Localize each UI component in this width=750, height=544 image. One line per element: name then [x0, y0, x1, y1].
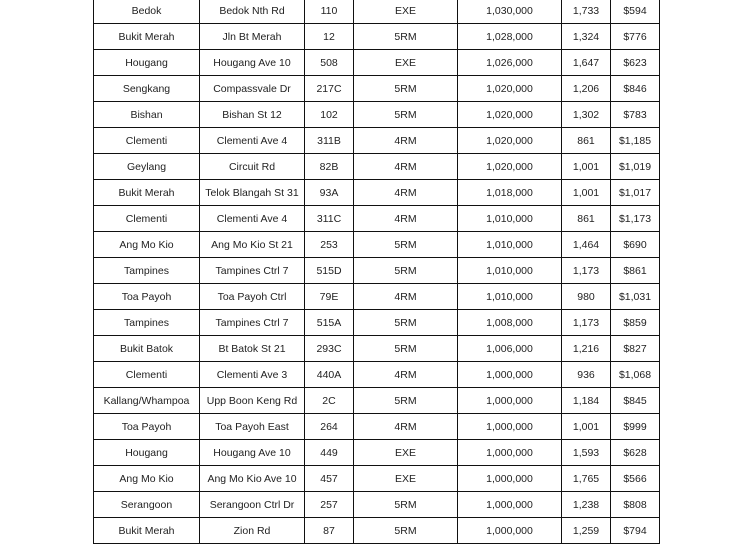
- table-row: [94, 258, 660, 284]
- flat-type-cell: EXE: [354, 0, 458, 24]
- flat-type-cell: 5RM: [354, 336, 458, 362]
- flat-type-cell: EXE: [354, 466, 458, 492]
- street-cell: Hougang Ave 10: [200, 440, 305, 466]
- block-cell: 515D: [305, 258, 354, 284]
- flat-type-cell: 4RM: [354, 284, 458, 310]
- psf-cell: $808: [611, 492, 660, 518]
- town-cell: Toa Payoh: [94, 414, 200, 440]
- area-cell: 1,173: [562, 310, 611, 336]
- table-row: [94, 154, 660, 180]
- street-cell: Toa Payoh East: [200, 414, 305, 440]
- block-cell: 311B: [305, 128, 354, 154]
- block-cell: 217C: [305, 76, 354, 102]
- flat-type-cell: 4RM: [354, 154, 458, 180]
- table-row: [94, 128, 660, 154]
- town-cell: Toa Payoh: [94, 284, 200, 310]
- block-cell: 440A: [305, 362, 354, 388]
- area-cell: 1,302: [562, 102, 611, 128]
- town-cell: Bukit Merah: [94, 24, 200, 50]
- price-cell: 1,010,000: [458, 232, 562, 258]
- price-cell: 1,008,000: [458, 310, 562, 336]
- block-cell: 515A: [305, 310, 354, 336]
- block-cell: 82B: [305, 154, 354, 180]
- block-cell: 12: [305, 24, 354, 50]
- table-row: [94, 362, 660, 388]
- area-cell: 1,593: [562, 440, 611, 466]
- table-row: [94, 310, 660, 336]
- area-cell: 1,647: [562, 50, 611, 76]
- street-cell: Hougang Ave 10: [200, 50, 305, 76]
- price-cell: 1,020,000: [458, 128, 562, 154]
- block-cell: 253: [305, 232, 354, 258]
- area-cell: 1,001: [562, 414, 611, 440]
- price-cell: 1,000,000: [458, 440, 562, 466]
- area-cell: 861: [562, 128, 611, 154]
- price-cell: 1,010,000: [458, 206, 562, 232]
- street-cell: Bishan St 12: [200, 102, 305, 128]
- street-cell: Tampines Ctrl 7: [200, 258, 305, 284]
- street-cell: Telok Blangah St 31: [200, 180, 305, 206]
- flat-type-cell: 4RM: [354, 128, 458, 154]
- town-cell: Serangoon: [94, 492, 200, 518]
- price-cell: 1,010,000: [458, 258, 562, 284]
- area-cell: 1,173: [562, 258, 611, 284]
- flat-type-cell: 5RM: [354, 518, 458, 544]
- area-cell: 1,238: [562, 492, 611, 518]
- table-row: [94, 336, 660, 362]
- flat-type-cell: 5RM: [354, 492, 458, 518]
- area-cell: 980: [562, 284, 611, 310]
- block-cell: 449: [305, 440, 354, 466]
- price-cell: 1,010,000: [458, 284, 562, 310]
- town-cell: Bedok: [94, 0, 200, 24]
- price-cell: 1,000,000: [458, 388, 562, 414]
- street-cell: Circuit Rd: [200, 154, 305, 180]
- area-cell: 1,216: [562, 336, 611, 362]
- psf-cell: $845: [611, 388, 660, 414]
- block-cell: 87: [305, 518, 354, 544]
- block-cell: 257: [305, 492, 354, 518]
- table-row: [94, 232, 660, 258]
- psf-cell: $1,031: [611, 284, 660, 310]
- town-cell: Sengkang: [94, 76, 200, 102]
- area-cell: 1,184: [562, 388, 611, 414]
- psf-cell: $1,017: [611, 180, 660, 206]
- block-cell: 508: [305, 50, 354, 76]
- area-cell: 1,324: [562, 24, 611, 50]
- street-cell: Compassvale Dr: [200, 76, 305, 102]
- psf-cell: $827: [611, 336, 660, 362]
- table-body: [94, 0, 660, 544]
- flat-type-cell: 4RM: [354, 206, 458, 232]
- psf-cell: $859: [611, 310, 660, 336]
- price-cell: 1,028,000: [458, 24, 562, 50]
- block-cell: 102: [305, 102, 354, 128]
- price-cell: 1,000,000: [458, 414, 562, 440]
- area-cell: 1,259: [562, 518, 611, 544]
- area-cell: 1,733: [562, 0, 611, 24]
- table-row: [94, 284, 660, 310]
- price-cell: 1,000,000: [458, 466, 562, 492]
- town-cell: Kallang/Whampoa: [94, 388, 200, 414]
- psf-cell: $794: [611, 518, 660, 544]
- block-cell: 2C: [305, 388, 354, 414]
- flat-type-cell: 5RM: [354, 232, 458, 258]
- block-cell: 93A: [305, 180, 354, 206]
- psf-cell: $690: [611, 232, 660, 258]
- table-row: [94, 76, 660, 102]
- document-page: [93, 0, 660, 544]
- psf-cell: $566: [611, 466, 660, 492]
- town-cell: Clementi: [94, 206, 200, 232]
- price-cell: 1,000,000: [458, 492, 562, 518]
- street-cell: Tampines Ctrl 7: [200, 310, 305, 336]
- psf-cell: $623: [611, 50, 660, 76]
- area-cell: 1,464: [562, 232, 611, 258]
- psf-cell: $783: [611, 102, 660, 128]
- psf-cell: $1,173: [611, 206, 660, 232]
- table-row: [94, 466, 660, 492]
- price-cell: 1,020,000: [458, 102, 562, 128]
- table-row: [94, 180, 660, 206]
- town-cell: Bishan: [94, 102, 200, 128]
- street-cell: Ang Mo Kio St 21: [200, 232, 305, 258]
- flat-type-cell: 4RM: [354, 362, 458, 388]
- transactions-table: [93, 0, 660, 544]
- price-cell: 1,018,000: [458, 180, 562, 206]
- flat-type-cell: EXE: [354, 50, 458, 76]
- psf-cell: $861: [611, 258, 660, 284]
- street-cell: Clementi Ave 3: [200, 362, 305, 388]
- town-cell: Ang Mo Kio: [94, 466, 200, 492]
- table-row: [94, 102, 660, 128]
- town-cell: Bukit Batok: [94, 336, 200, 362]
- psf-cell: $594: [611, 0, 660, 24]
- street-cell: Upp Boon Keng Rd: [200, 388, 305, 414]
- area-cell: 936: [562, 362, 611, 388]
- table-row: [94, 440, 660, 466]
- town-cell: Tampines: [94, 258, 200, 284]
- flat-type-cell: EXE: [354, 440, 458, 466]
- table-row: [94, 50, 660, 76]
- flat-type-cell: 5RM: [354, 258, 458, 284]
- psf-cell: $999: [611, 414, 660, 440]
- psf-cell: $846: [611, 76, 660, 102]
- price-cell: 1,030,000: [458, 0, 562, 24]
- table-row: [94, 388, 660, 414]
- price-cell: 1,026,000: [458, 50, 562, 76]
- town-cell: Bukit Merah: [94, 518, 200, 544]
- street-cell: Bedok Nth Rd: [200, 0, 305, 24]
- street-cell: Bt Batok St 21: [200, 336, 305, 362]
- town-cell: Hougang: [94, 440, 200, 466]
- block-cell: 457: [305, 466, 354, 492]
- town-cell: Bukit Merah: [94, 180, 200, 206]
- area-cell: 1,206: [562, 76, 611, 102]
- flat-type-cell: 4RM: [354, 180, 458, 206]
- table-row: [94, 414, 660, 440]
- flat-type-cell: 5RM: [354, 76, 458, 102]
- area-cell: 861: [562, 206, 611, 232]
- town-cell: Clementi: [94, 128, 200, 154]
- town-cell: Tampines: [94, 310, 200, 336]
- town-cell: Hougang: [94, 50, 200, 76]
- psf-cell: $1,019: [611, 154, 660, 180]
- price-cell: 1,000,000: [458, 518, 562, 544]
- street-cell: Jln Bt Merah: [200, 24, 305, 50]
- psf-cell: $776: [611, 24, 660, 50]
- street-cell: Ang Mo Kio Ave 10: [200, 466, 305, 492]
- area-cell: 1,765: [562, 466, 611, 492]
- flat-type-cell: 5RM: [354, 24, 458, 50]
- block-cell: 293C: [305, 336, 354, 362]
- price-cell: 1,020,000: [458, 154, 562, 180]
- area-cell: 1,001: [562, 180, 611, 206]
- street-cell: Zion Rd: [200, 518, 305, 544]
- block-cell: 264: [305, 414, 354, 440]
- table-row: [94, 0, 660, 24]
- table-row: [94, 518, 660, 544]
- psf-cell: $1,185: [611, 128, 660, 154]
- town-cell: Ang Mo Kio: [94, 232, 200, 258]
- flat-type-cell: 4RM: [354, 414, 458, 440]
- table-row: [94, 206, 660, 232]
- psf-cell: $1,068: [611, 362, 660, 388]
- price-cell: 1,006,000: [458, 336, 562, 362]
- flat-type-cell: 5RM: [354, 388, 458, 414]
- flat-type-cell: 5RM: [354, 102, 458, 128]
- street-cell: Clementi Ave 4: [200, 206, 305, 232]
- psf-cell: $628: [611, 440, 660, 466]
- block-cell: 311C: [305, 206, 354, 232]
- block-cell: 79E: [305, 284, 354, 310]
- table-row: [94, 24, 660, 50]
- street-cell: Toa Payoh Ctrl: [200, 284, 305, 310]
- area-cell: 1,001: [562, 154, 611, 180]
- town-cell: Clementi: [94, 362, 200, 388]
- street-cell: Clementi Ave 4: [200, 128, 305, 154]
- table-row: [94, 492, 660, 518]
- price-cell: 1,000,000: [458, 362, 562, 388]
- town-cell: Geylang: [94, 154, 200, 180]
- block-cell: 110: [305, 0, 354, 24]
- price-cell: 1,020,000: [458, 76, 562, 102]
- flat-type-cell: 5RM: [354, 310, 458, 336]
- street-cell: Serangoon Ctrl Dr: [200, 492, 305, 518]
